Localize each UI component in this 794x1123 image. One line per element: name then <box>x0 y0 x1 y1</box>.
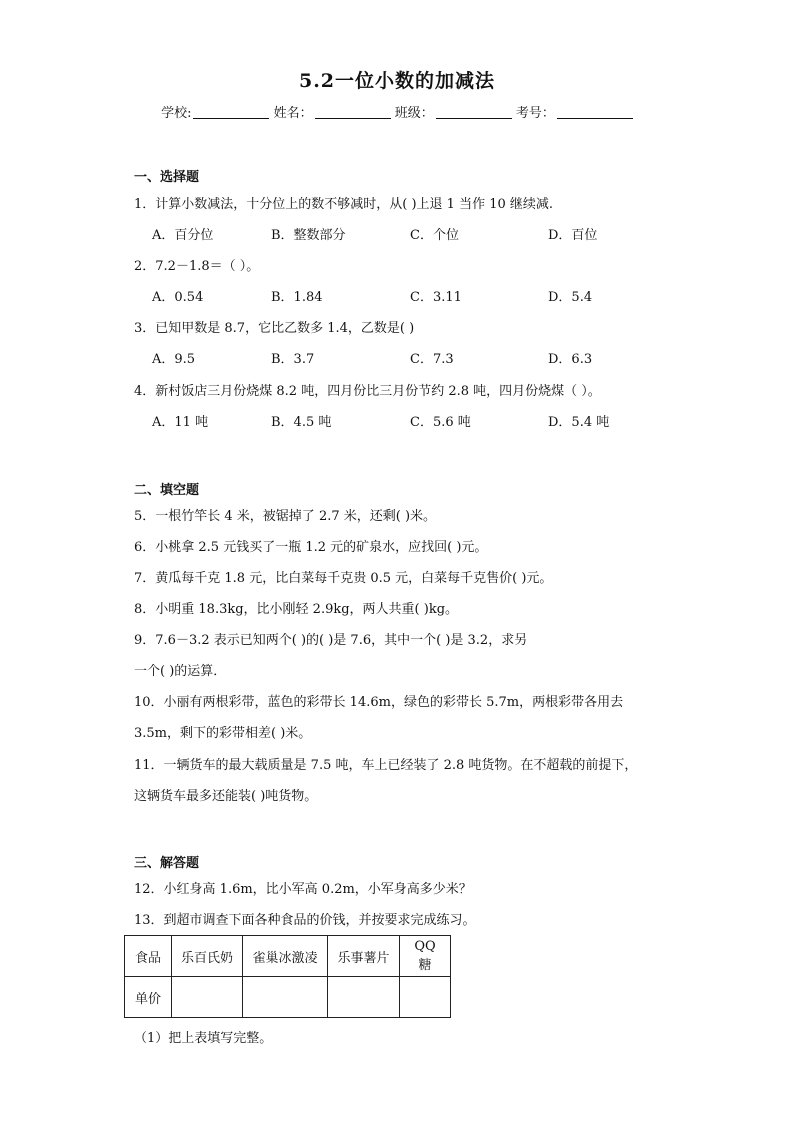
table-cell: 雀巢冰激凌 <box>243 936 328 977</box>
price-input-cell[interactable] <box>243 977 328 1018</box>
question-9-line-2: 一个( )的运算． <box>134 664 227 679</box>
page-title: 5.2一位小数的加减法 <box>298 70 496 92</box>
name-label: 姓名： <box>273 106 313 121</box>
question-13: 13．到超市调查下面各种食品的价钱，并按要求完成练习。 <box>134 913 476 928</box>
question-4: 4．新村饭店三月份烧煤 8.2 吨，四月份比三月份节约 2.8 吨，四月份烧煤（ ）。 <box>134 384 601 399</box>
section-heading-fill: 二、填空题 <box>134 483 200 498</box>
option-c[interactable]: C．5.6 吨 <box>410 415 471 430</box>
question-13-part-1: （1）把上表填写完整。 <box>134 1031 273 1046</box>
option-a[interactable]: A．9.5 <box>152 352 196 367</box>
question-6: 6．小桃拿 2.5 元钱买了一瓶 1.2 元的矿泉水，应找回( )元。 <box>134 540 488 555</box>
table-cell: 单价 <box>125 977 172 1018</box>
question-11-line-2: 这辆货车最多还能装( )吨货物。 <box>134 789 318 804</box>
question-8: 8．小明重 18.3kg，比小刚轻 2.9kg，两人共重( )kg。 <box>134 602 459 617</box>
exam-number-label: 考号： <box>515 106 555 121</box>
option-c[interactable]: C．个位 <box>410 228 459 243</box>
question-2-options <box>152 286 672 304</box>
price-input-cell[interactable] <box>400 977 451 1018</box>
table-cell: QQ 糖 <box>400 936 451 977</box>
question-7: 7．黄瓜每千克 1.8 元，比白菜每千克贵 0.5 元，白菜每千克售价( )元。 <box>134 571 553 586</box>
option-d[interactable]: D．5.4 吨 <box>548 415 610 430</box>
option-b[interactable]: B．整数部分 <box>271 228 346 243</box>
option-a[interactable]: A．11 吨 <box>152 415 209 430</box>
table-cell: 食品 <box>125 936 172 977</box>
question-9-line-1: 9．7.6－3.2 表示已知两个( )的( )是 7.6，其中一个( )是 3.2，求另 <box>134 633 528 648</box>
table-cell: 乐事薯片 <box>328 936 400 977</box>
option-b[interactable]: B．4.5 吨 <box>271 415 332 430</box>
question-2: 2．7.2－1.8＝（ ）。 <box>134 259 260 274</box>
section-heading-choice: 一、选择题 <box>134 170 200 185</box>
question-12: 12．小红身高 1.6m，比小军高 0.2m，小军身高多少米？ <box>134 882 472 897</box>
school-label: 学校: <box>161 106 192 121</box>
question-3: 3．已知甲数是 8.7，它比乙数多 1.4，乙数是( ) <box>134 321 415 336</box>
table-row <box>125 977 451 1018</box>
option-d[interactable]: D．5.4 <box>548 290 593 305</box>
price-input-cell[interactable] <box>328 977 400 1018</box>
option-c[interactable]: C．3.11 <box>410 290 462 305</box>
question-10-line-1: 10．小丽有两根彩带，蓝色的彩带长 14.6m，绿色的彩带长 5.7m，两根彩带各用去 <box>134 695 624 710</box>
school-blank[interactable] <box>193 105 269 119</box>
question-1-options <box>152 224 672 242</box>
option-c[interactable]: C．7.3 <box>410 352 454 367</box>
class-label: 班级： <box>394 106 434 121</box>
name-blank[interactable] <box>315 105 391 119</box>
table-cell: 乐百氏奶 <box>172 936 243 977</box>
class-blank[interactable] <box>436 105 512 119</box>
option-b[interactable]: B．3.7 <box>271 352 315 367</box>
question-5: 5．一根竹竿长 4 米，被锯掉了 2.7 米，还剩( )米。 <box>134 509 437 524</box>
question-11-line-1: 11．一辆货车的最大载质量是 7.5 吨，车上已经装了 2.8 吨货物。在不超载的前提下， <box>134 758 638 773</box>
option-a[interactable]: A．百分位 <box>152 228 214 243</box>
question-1: 1．计算小数减法，十分位上的数不够减时，从( )上退 1 当作 10 继续减. <box>134 197 554 212</box>
question-3-options <box>152 348 672 366</box>
option-b[interactable]: B．1.84 <box>271 290 323 305</box>
price-table <box>124 935 451 1018</box>
student-info-line <box>0 102 794 121</box>
exam-number-blank[interactable] <box>557 105 633 119</box>
question-4-options <box>152 411 672 429</box>
option-d[interactable]: D．6.3 <box>548 352 593 367</box>
option-a[interactable]: A．0.54 <box>152 290 204 305</box>
question-10-line-2: 3.5m，剩下的彩带相差( )米。 <box>134 726 312 741</box>
table-row <box>125 936 451 977</box>
price-input-cell[interactable] <box>172 977 243 1018</box>
section-heading-answer: 三、解答题 <box>134 856 200 871</box>
option-d[interactable]: D．百位 <box>548 228 598 243</box>
